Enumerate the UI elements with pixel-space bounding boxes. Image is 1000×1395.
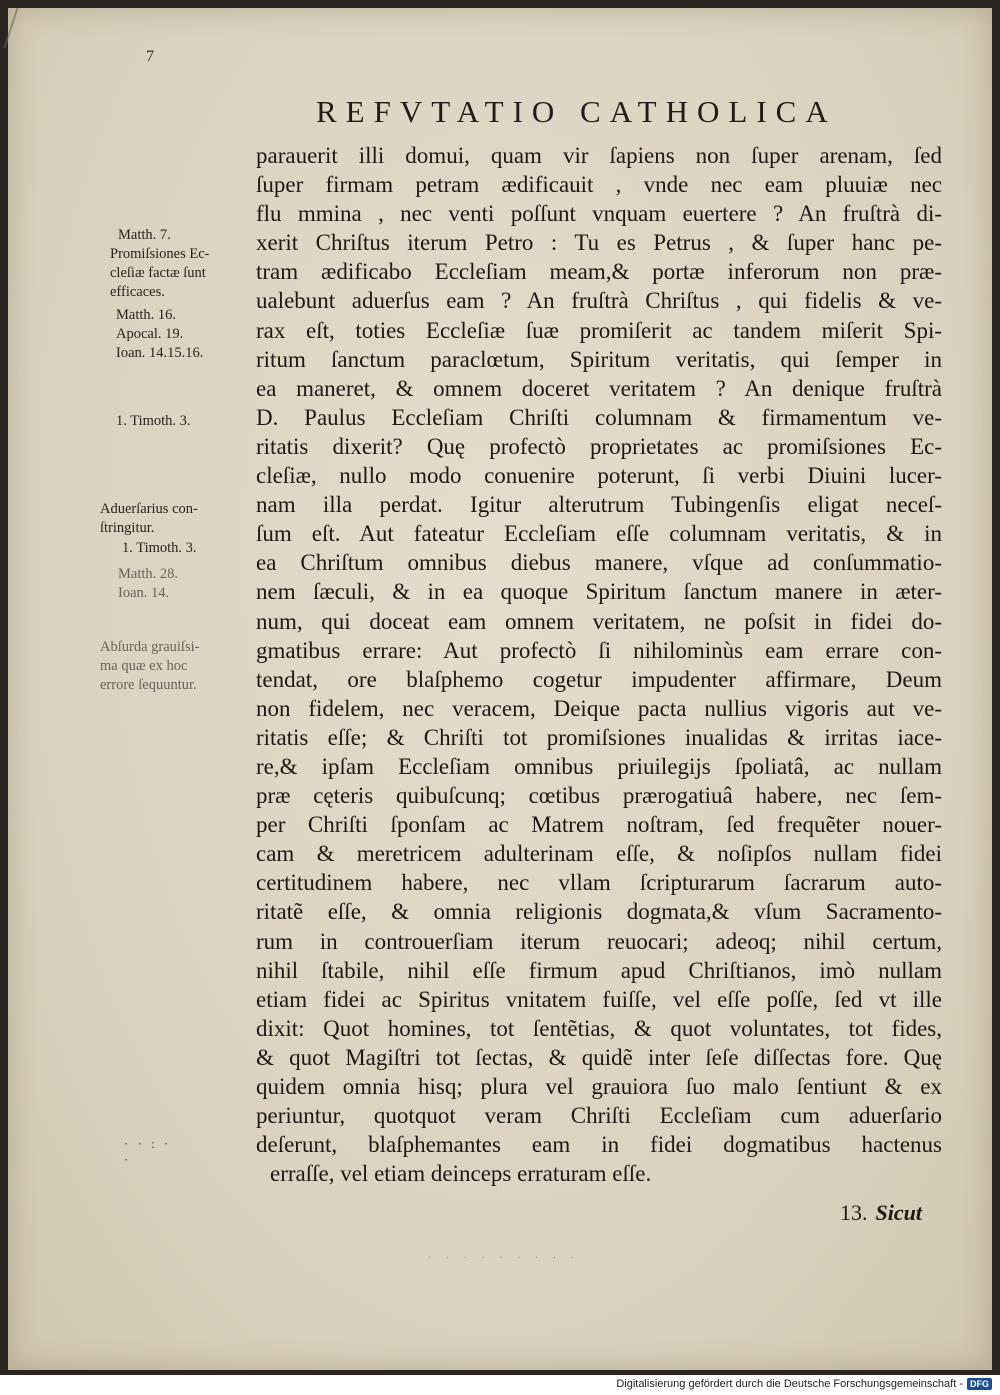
marginal-note-line: efficaces.: [110, 284, 165, 300]
marginal-note-line: cleſiæ factæ ſunt: [110, 265, 206, 281]
digitization-footer: [616, 1378, 992, 1390]
marginal-note: [116, 412, 191, 431]
marginal-note-line: Aduerſarius con-: [100, 501, 198, 517]
body-line: D. Paulus Eccleſiam Chriſti columnam & firmamentum ve-: [256, 404, 942, 430]
ink-specks: · · : · ·: [124, 1136, 172, 1167]
body-line: flu mmina , nec venti poſſunt vnquam euertere ? An fruſtrà di-: [256, 201, 942, 227]
page-corner-fold: [4, 8, 53, 48]
body-line: ualebunt aduerſus eam ? An fruſtrà Chriſtus , qui fidelis & ve-: [256, 288, 942, 314]
marginal-note-line: Promiſsiones Ec-: [110, 246, 210, 262]
ink-specks: · · · · · · · · ·: [428, 1253, 580, 1264]
body-line: quidem omnia hisq; plura vel grauiora ſuo malo ſentiunt & ex: [256, 1074, 942, 1099]
body-line: tendat, ore blaſphemo cogetur impudenter affirmare, Deum: [256, 666, 942, 692]
page-mark: 7: [146, 48, 154, 65]
body-line: erraſſe, vel etiam deinceps erraturam eſſe.: [270, 1161, 652, 1187]
marginal-note: [122, 539, 197, 558]
marginal-note: [118, 565, 178, 603]
body-line: xerit Chriſtus iterum Petro : Tu es Petrus , & ſuper hanc pe-: [256, 230, 942, 256]
body-line: rum in controuerſiam iterum reuocari; adeoq; nihil certum,: [256, 928, 942, 954]
body-line: num, qui doceat eam omnem veritatem, ne poſsit in fidei do-: [256, 608, 942, 634]
body-line: ea Chriſtum omnibus diebus manere, vſque ad conſummatio-: [256, 550, 942, 576]
body-line: nem ſæculi, & in ea quoque Spiritum ſanctum manere in æter-: [256, 579, 942, 605]
body-line: præ cęteris quibuſcunq; cœtibus prærogatiuâ habere, nec ſem-: [256, 783, 942, 809]
marginal-note: [110, 245, 209, 302]
body-line: re,& ipſam Eccleſiam omnibus priuilegijs ſpoliatâ, ac nullam: [256, 753, 942, 779]
running-head: REFVTATIO CATHOLICA: [316, 94, 837, 129]
marginal-note-line: ma quæ ex hoc: [100, 658, 188, 674]
marginal-note-line: Matth. 28.: [118, 566, 179, 582]
body-line: ritatis eſſe; & Chriſti tot promiſsiones inualidas & irritas iace-: [256, 724, 942, 750]
catchword: [840, 1200, 922, 1226]
body-line: ea maneret, & omnem doceret veritatem ? An denique fruſtrà: [256, 375, 942, 401]
body-line: gmatibus errare: Aut profectò ſi nihilominùs eam errare con-: [256, 637, 942, 663]
body-line: cam & meretricem adulterinam eſſe, & noſipſos nullam fidei: [256, 841, 942, 867]
marginal-note-line: ſtringitur.: [100, 520, 155, 536]
marginal-note: [100, 638, 199, 695]
body-line: parauerit illi domui, quam vir ſapiens non ſuper arenam, ſed: [256, 143, 942, 168]
marginal-note-line: Apocal. 19.: [116, 326, 184, 342]
body-line: etiam fidei ac Spiritus vnitatem fuiſſe, vel eſſe poſſe, ſed vt ille: [256, 986, 942, 1012]
body-line: cleſiæ, nullo modo conuenire poterunt, ſi verbi Diuini lucer-: [256, 463, 942, 489]
marginal-note: [100, 500, 198, 538]
marginal-note-line: 1. Timoth. 3.: [116, 413, 191, 429]
book-page: [8, 8, 992, 1370]
body-line: per Chriſti ſponſam ac Matrem noſtram, ſed frequẽter nouer-: [256, 812, 942, 838]
marginal-note: [118, 226, 171, 245]
body-line: nam illa perdat. Igitur alterutrum Tubingenſis eligat neceſ-: [256, 492, 942, 518]
body-line: dixit: Quot homines, tot ſentẽtias, & quot voluntates, tot fides,: [256, 1015, 942, 1041]
body-line: ſuper firmam petram ædificauit , vnde nec eam pluuiæ nec: [256, 172, 942, 198]
body-line: certitudinem habere, nec vllam ſcripturarum ſacrarum auto-: [256, 870, 942, 896]
body-line: ſum eſt. Aut fateatur Eccleſiam eſſe columnam veritatis, & in: [256, 521, 942, 547]
body-line: ritum ſanctum paraclœtum, Spiritum veritatis, qui ſemper in: [256, 346, 942, 372]
marginal-note-line: Ioan. 14.15.16.: [116, 345, 204, 361]
marginal-note-line: Abſurda grauiſsi-: [100, 639, 200, 655]
body-line: nihil ſtabile, nihil eſſe firmum apud Chriſtianos, imò nullam: [256, 957, 942, 983]
marginal-note-line: Matth. 16.: [116, 307, 177, 323]
body-line: & quot Magiſtri tot ſectas, & quidẽ inter ſeſe diſſectas fore. Quę: [256, 1044, 942, 1070]
catchword-text: Sicut: [875, 1200, 922, 1225]
signature-number: 13.: [840, 1200, 868, 1225]
body-line: non fidelem, nec veracem, Deique pacta nullius vigoris aut ve-: [256, 695, 942, 721]
body-line: ritatis dixerit? Quę profectò proprietates ac promiſsiones Ec-: [256, 433, 942, 459]
marginal-note: [116, 306, 203, 363]
marginal-note-line: errore ſequuntur.: [100, 677, 197, 693]
marginal-note-line: Matth. 7.: [118, 227, 171, 243]
body-line: tram ædificabo Eccleſiam meam,& portæ inferorum non præ-: [256, 259, 942, 285]
body-line: rax eſt, toties Eccleſiæ ſuæ promiſerit ac tandem miſerit Spi-: [256, 317, 942, 343]
dfg-logo-icon: DFG: [967, 1378, 992, 1390]
body-line: deſerunt, blaſphemantes eam in fidei dogmatibus hactenus: [256, 1132, 942, 1158]
body-line: periuntur, quotquot veram Chriſti Eccleſiam cum aduerſario: [256, 1103, 942, 1129]
body-text: [256, 141, 942, 1188]
marginal-note-line: 1. Timoth. 3.: [122, 540, 197, 556]
body-line: ritatẽ eſſe, & omnia religionis dogmata,& vſum Sacramento-: [256, 899, 942, 925]
footer-text: Digitalisierung gefördert durch die Deutsche Forschungsgemeinschaft -: [616, 1378, 963, 1390]
marginal-note-line: Ioan. 14.: [118, 585, 170, 601]
